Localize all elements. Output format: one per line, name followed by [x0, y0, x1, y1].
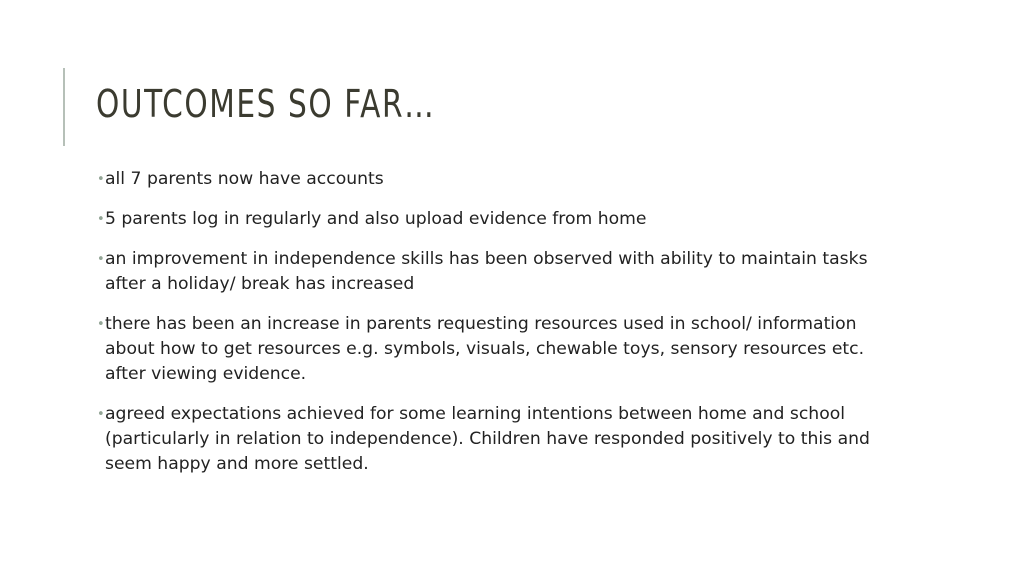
- bullet-item: [88, 312, 908, 387]
- bullet-item: [88, 207, 908, 232]
- bullet-text: all 7 parents now have accounts: [105, 169, 384, 189]
- bullet-dot-icon: •: [97, 407, 105, 422]
- bullet-text: 5 parents log in regularly and also upload evidence from home: [105, 209, 647, 229]
- bullet-item: [88, 402, 908, 477]
- bullet-dot-icon: •: [97, 212, 105, 227]
- slide-title: OUTCOMES SO FAR…: [96, 82, 436, 126]
- bullet-dot-icon: •: [97, 172, 105, 187]
- bullet-dot-icon: •: [97, 252, 105, 267]
- bullet-item: [88, 167, 908, 192]
- bullet-item: [88, 247, 908, 297]
- bullet-list: [88, 167, 908, 492]
- title-accent-bar: [63, 68, 65, 146]
- bullet-text: there has been an increase in parents requesting resources used in school/ information about how to get resources e.g. symbols, visuals, chewable toys, sensory resources etc. after viewing evidence.: [105, 314, 865, 384]
- bullet-dot-icon: •: [97, 317, 105, 332]
- bullet-text: an improvement in independence skills has been observed with ability to maintain tasks after a holiday/ break has increased: [105, 249, 868, 294]
- bullet-text: agreed expectations achieved for some learning intentions between home and school (particularly in relation to independence). Children have responded positively to this and seem happy and more settled.: [105, 404, 870, 474]
